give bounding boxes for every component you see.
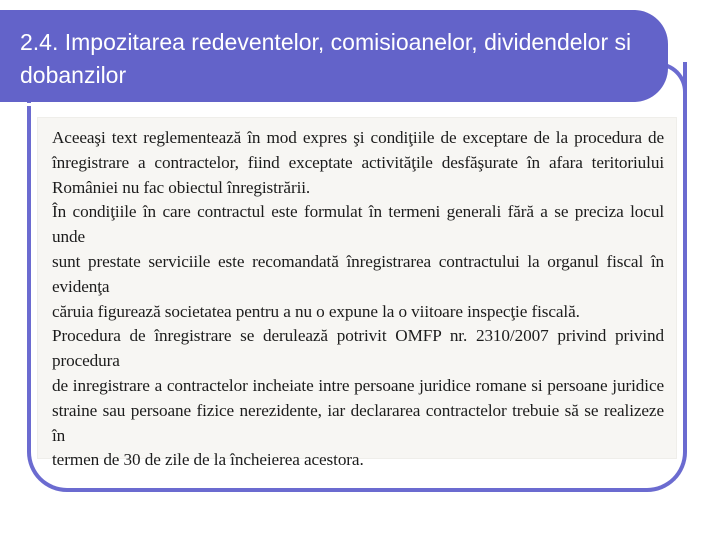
text-line: În condiţiile în care contractul este formulat în termeni generali fără a se preciza locul unde <box>52 202 664 247</box>
text-line: straine sau persoane fizice nerezidente, iar declararea contractelor trebuie să se realizeze în <box>52 400 664 445</box>
title-underline <box>0 103 636 106</box>
text-line: înregistrare a contractelor, fiind exceptate activităţile desfăşurate în afara teritoriului <box>52 152 664 172</box>
scanned-document-image <box>38 118 676 470</box>
text-line: Procedura de înregistrare se derulează potrivit OMFP nr. 2310/2007 privind privind procedura <box>52 326 664 371</box>
text-line: de inregistrare a contractelor incheiate intre persoane juridice romane si persoane juridice <box>52 375 664 395</box>
text-line: Aceeaşi text reglementează în mod expres şi condiţiile de exceptare de la procedura de <box>52 128 664 147</box>
scanned-text-block <box>52 126 664 473</box>
text-line: sunt prestate serviciile este recomandată înregistrarea contractului la organul fiscal în evidenţa <box>52 251 664 296</box>
slide-title: 2.4. Impozitarea redeventelor, comisioanelor, dividendelor si dobanzilor <box>20 29 632 88</box>
text-line: termen de 30 de zile de la încheierea acestora. <box>52 450 364 470</box>
text-line: căruia figurează societatea pentru a nu o expune la o viitoare inspecţie fiscală. <box>52 301 580 321</box>
title-band <box>0 10 668 102</box>
text-line: României nu fac obiectul înregistrării. <box>52 177 311 197</box>
